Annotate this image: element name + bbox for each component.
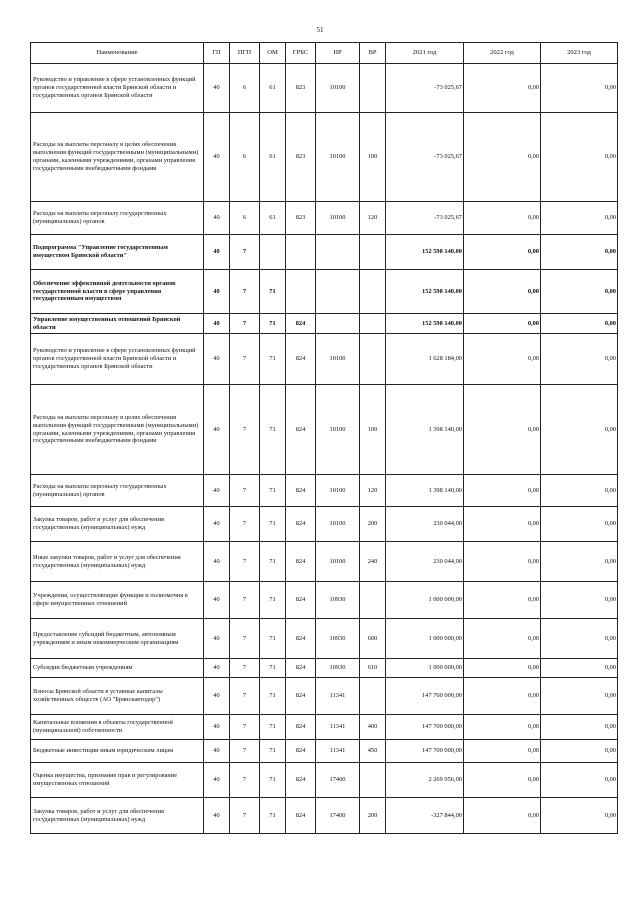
cell-y2023: 0,00 (541, 740, 618, 763)
cell-name: Управление имущественных отношений Брянской области (31, 314, 204, 334)
cell-name: Оценка имущества, признание прав и регулирование имущественных отношений (31, 763, 204, 798)
cell-grbs: 824 (286, 582, 316, 619)
header-2022: 2022 год (464, 43, 541, 64)
cell-vr: 200 (360, 507, 386, 542)
cell-name: Бюджетные инвестиции иным юридическим лицам (31, 740, 204, 763)
cell-y2021: 152 598 140,00 (386, 270, 464, 314)
cell-grbs: 824 (286, 740, 316, 763)
cell-y2023: 0,00 (541, 270, 618, 314)
cell-om: 71 (260, 582, 286, 619)
cell-y2021: 230 044,00 (386, 542, 464, 582)
cell-om: 71 (260, 475, 286, 507)
cell-vr (360, 582, 386, 619)
cell-y2023: 0,00 (541, 113, 618, 202)
cell-y2021: 1 628 184,00 (386, 334, 464, 385)
table-row (31, 763, 618, 798)
cell-name: Субсидии бюджетным учреждениям (31, 659, 204, 678)
table-row (31, 678, 618, 715)
header-om: ОМ (260, 43, 286, 64)
cell-name: Расходы на выплаты персоналу в целях обеспечения выполнения функций государственными (муниципальными) органами, казенными учреждениями, органами управления государственными внебюджетными фондами (31, 113, 204, 202)
cell-gp: 40 (204, 659, 230, 678)
cell-gp: 40 (204, 740, 230, 763)
cell-pgp: 7 (230, 507, 260, 542)
cell-y2023: 0,00 (541, 475, 618, 507)
cell-y2021: 152 598 140,00 (386, 235, 464, 270)
cell-om: 71 (260, 740, 286, 763)
cell-vr: 240 (360, 542, 386, 582)
table-row (31, 582, 618, 619)
cell-vr: 600 (360, 619, 386, 659)
cell-nr: 10100 (316, 475, 360, 507)
table-row (31, 798, 618, 834)
cell-pgp: 7 (230, 314, 260, 334)
cell-grbs: 824 (286, 542, 316, 582)
cell-y2022: 0,00 (464, 202, 541, 235)
cell-nr (316, 314, 360, 334)
table-row (31, 235, 618, 270)
cell-y2022: 0,00 (464, 678, 541, 715)
cell-grbs: 824 (286, 715, 316, 740)
cell-pgp: 6 (230, 64, 260, 113)
cell-y2021: 230 044,00 (386, 507, 464, 542)
cell-name: Взносы Брянской области в уставные капиталы хозяйственных обществ (АО "Брянскавтодор") (31, 678, 204, 715)
cell-om: 71 (260, 507, 286, 542)
cell-y2023: 0,00 (541, 64, 618, 113)
cell-y2022: 0,00 (464, 64, 541, 113)
cell-gp: 40 (204, 715, 230, 740)
cell-gp: 40 (204, 507, 230, 542)
cell-om: 71 (260, 385, 286, 475)
cell-pgp: 7 (230, 270, 260, 314)
cell-y2021: 147 700 000,00 (386, 715, 464, 740)
cell-grbs: 824 (286, 314, 316, 334)
cell-om: 71 (260, 715, 286, 740)
cell-om: 71 (260, 678, 286, 715)
cell-om: 71 (260, 542, 286, 582)
cell-pgp: 7 (230, 763, 260, 798)
cell-nr: 17400 (316, 798, 360, 834)
cell-gp: 40 (204, 582, 230, 619)
cell-y2021: 1 398 140,00 (386, 385, 464, 475)
cell-pgp: 7 (230, 740, 260, 763)
cell-y2023: 0,00 (541, 542, 618, 582)
cell-nr: 10100 (316, 385, 360, 475)
cell-pgp: 7 (230, 619, 260, 659)
cell-om: 71 (260, 763, 286, 798)
cell-name: Предоставление субсидий бюджетным, автономным учреждениям и иным некоммерческим организациям (31, 619, 204, 659)
cell-y2021: 147 700 000,00 (386, 740, 464, 763)
cell-y2022: 0,00 (464, 659, 541, 678)
cell-gp: 40 (204, 475, 230, 507)
cell-om: 71 (260, 270, 286, 314)
table-row (31, 113, 618, 202)
header-pgp: ПГП (230, 43, 260, 64)
cell-y2023: 0,00 (541, 385, 618, 475)
cell-name: Расходы на выплаты персоналу государственных (муниципальных) органов (31, 475, 204, 507)
cell-y2023: 0,00 (541, 659, 618, 678)
cell-pgp: 7 (230, 582, 260, 619)
cell-y2023: 0,00 (541, 798, 618, 834)
cell-y2021: -73 025,67 (386, 202, 464, 235)
cell-nr: 10930 (316, 619, 360, 659)
cell-name: Капитальные вложения в объекты государственной (муниципальной) собственности (31, 715, 204, 740)
cell-y2021: 147 700 000,00 (386, 678, 464, 715)
cell-name: Расходы на выплаты персоналу государственных (муниципальных) органов (31, 202, 204, 235)
cell-pgp: 7 (230, 475, 260, 507)
cell-name: Закупка товаров, работ и услуг для обеспечения государственных (муниципальных) нужд (31, 798, 204, 834)
cell-nr (316, 270, 360, 314)
cell-vr: 120 (360, 202, 386, 235)
cell-y2023: 0,00 (541, 202, 618, 235)
header-nr: НР (316, 43, 360, 64)
budget-table (30, 42, 618, 834)
cell-name: Расходы на выплаты персоналу в целях обеспечения выполнения функций государственными (муниципальными) органами, казенными учреждениями, органами управления государственными внебюджетными фондами (31, 385, 204, 475)
table-row (31, 385, 618, 475)
cell-y2021: 1 000 000,00 (386, 582, 464, 619)
cell-y2023: 0,00 (541, 314, 618, 334)
cell-y2022: 0,00 (464, 113, 541, 202)
cell-name: Закупка товаров, работ и услуг для обеспечения государственных (муниципальных) нужд (31, 507, 204, 542)
cell-vr (360, 314, 386, 334)
cell-name: Иные закупки товаров, работ и услуг для обеспечения государственных (муниципальных) нужд (31, 542, 204, 582)
cell-gp: 40 (204, 270, 230, 314)
cell-gp: 40 (204, 64, 230, 113)
cell-vr: 610 (360, 659, 386, 678)
cell-om: 61 (260, 113, 286, 202)
cell-y2023: 0,00 (541, 678, 618, 715)
cell-y2021: 1 000 000,00 (386, 659, 464, 678)
cell-gp: 40 (204, 113, 230, 202)
cell-vr (360, 64, 386, 113)
cell-y2022: 0,00 (464, 542, 541, 582)
table-row (31, 619, 618, 659)
cell-nr: 11341 (316, 678, 360, 715)
cell-y2021: 1 000 000,00 (386, 619, 464, 659)
cell-gp: 40 (204, 202, 230, 235)
cell-name: Обеспечение эффективной деятельности органов государственной власти в сфере управления государственным имуществом (31, 270, 204, 314)
cell-pgp: 7 (230, 235, 260, 270)
cell-y2021: -327 844,00 (386, 798, 464, 834)
cell-nr: 10100 (316, 113, 360, 202)
cell-name: Руководство и управление в сфере установленных функций органов государственной власти Брянской области и государственных органов Брянской области (31, 334, 204, 385)
cell-pgp: 7 (230, 678, 260, 715)
table-row (31, 659, 618, 678)
cell-nr: 10930 (316, 582, 360, 619)
cell-y2022: 0,00 (464, 619, 541, 659)
cell-om: 71 (260, 314, 286, 334)
table-row (31, 740, 618, 763)
cell-y2022: 0,00 (464, 763, 541, 798)
cell-grbs: 823 (286, 113, 316, 202)
table-header-row (31, 43, 618, 64)
cell-om: 71 (260, 798, 286, 834)
cell-gp: 40 (204, 235, 230, 270)
cell-y2022: 0,00 (464, 798, 541, 834)
cell-vr (360, 235, 386, 270)
cell-gp: 40 (204, 678, 230, 715)
cell-grbs: 824 (286, 334, 316, 385)
cell-nr: 10100 (316, 64, 360, 113)
cell-pgp: 6 (230, 202, 260, 235)
header-grbs: ГРБС (286, 43, 316, 64)
cell-pgp: 7 (230, 385, 260, 475)
cell-nr: 10100 (316, 202, 360, 235)
table-row (31, 542, 618, 582)
cell-y2023: 0,00 (541, 507, 618, 542)
cell-grbs: 824 (286, 659, 316, 678)
cell-y2022: 0,00 (464, 740, 541, 763)
cell-grbs: 823 (286, 64, 316, 113)
cell-gp: 40 (204, 763, 230, 798)
cell-om: 71 (260, 619, 286, 659)
cell-vr: 400 (360, 715, 386, 740)
table-row (31, 507, 618, 542)
cell-y2021: -73 025,67 (386, 64, 464, 113)
cell-pgp: 6 (230, 113, 260, 202)
cell-vr (360, 334, 386, 385)
cell-y2022: 0,00 (464, 314, 541, 334)
cell-y2022: 0,00 (464, 270, 541, 314)
cell-pgp: 7 (230, 542, 260, 582)
cell-nr: 10100 (316, 507, 360, 542)
cell-om: 71 (260, 659, 286, 678)
table-row (31, 270, 618, 314)
cell-name: Подпрограмма "Управление государственным имуществом Брянской области" (31, 235, 204, 270)
cell-gp: 40 (204, 334, 230, 385)
header-2021: 2021 год (386, 43, 464, 64)
cell-grbs: 824 (286, 619, 316, 659)
cell-y2023: 0,00 (541, 619, 618, 659)
cell-name: Руководство и управление в сфере установленных функций органов государственной власти Брянской области и государственных органов Брянской области (31, 64, 204, 113)
table-row (31, 475, 618, 507)
cell-y2021: 152 598 140,00 (386, 314, 464, 334)
cell-vr: 120 (360, 475, 386, 507)
header-vr: ВР (360, 43, 386, 64)
cell-nr (316, 235, 360, 270)
cell-grbs (286, 235, 316, 270)
cell-grbs: 824 (286, 475, 316, 507)
cell-grbs: 824 (286, 678, 316, 715)
cell-y2022: 0,00 (464, 507, 541, 542)
cell-nr: 11341 (316, 715, 360, 740)
cell-vr (360, 270, 386, 314)
cell-gp: 40 (204, 798, 230, 834)
cell-y2021: 2 269 956,00 (386, 763, 464, 798)
cell-vr: 200 (360, 798, 386, 834)
cell-gp: 40 (204, 619, 230, 659)
cell-y2021: 1 398 140,00 (386, 475, 464, 507)
header-name: Наименование (31, 43, 204, 64)
cell-pgp: 7 (230, 715, 260, 740)
cell-vr (360, 678, 386, 715)
cell-om: 61 (260, 202, 286, 235)
table-row (31, 64, 618, 113)
cell-vr: 100 (360, 113, 386, 202)
header-gp: ГП (204, 43, 230, 64)
table-row (31, 314, 618, 334)
table-row (31, 202, 618, 235)
cell-gp: 40 (204, 385, 230, 475)
cell-nr: 17400 (316, 763, 360, 798)
cell-om: 71 (260, 334, 286, 385)
cell-y2023: 0,00 (541, 763, 618, 798)
cell-y2022: 0,00 (464, 475, 541, 507)
cell-vr: 100 (360, 385, 386, 475)
cell-grbs (286, 270, 316, 314)
cell-y2023: 0,00 (541, 582, 618, 619)
cell-vr (360, 763, 386, 798)
cell-y2022: 0,00 (464, 385, 541, 475)
cell-y2023: 0,00 (541, 715, 618, 740)
cell-y2023: 0,00 (541, 235, 618, 270)
cell-om (260, 235, 286, 270)
cell-grbs: 824 (286, 763, 316, 798)
cell-y2022: 0,00 (464, 334, 541, 385)
page-number: 51 (316, 26, 324, 34)
cell-nr: 10100 (316, 542, 360, 582)
cell-nr: 10930 (316, 659, 360, 678)
cell-y2021: -73 025,67 (386, 113, 464, 202)
cell-y2022: 0,00 (464, 715, 541, 740)
cell-grbs: 824 (286, 798, 316, 834)
cell-gp: 40 (204, 314, 230, 334)
cell-y2023: 0,00 (541, 334, 618, 385)
cell-om: 61 (260, 64, 286, 113)
cell-grbs: 823 (286, 202, 316, 235)
cell-nr: 11341 (316, 740, 360, 763)
table-row (31, 715, 618, 740)
cell-pgp: 7 (230, 659, 260, 678)
cell-gp: 40 (204, 542, 230, 582)
table-row (31, 334, 618, 385)
cell-vr: 450 (360, 740, 386, 763)
header-2023: 2023 год (541, 43, 618, 64)
cell-y2022: 0,00 (464, 582, 541, 619)
cell-y2022: 0,00 (464, 235, 541, 270)
cell-name: Учреждения, осуществляющие функции и полномочия в сфере имущественных отношений (31, 582, 204, 619)
cell-grbs: 824 (286, 507, 316, 542)
cell-nr: 10100 (316, 334, 360, 385)
cell-pgp: 7 (230, 334, 260, 385)
cell-pgp: 7 (230, 798, 260, 834)
cell-grbs: 824 (286, 385, 316, 475)
